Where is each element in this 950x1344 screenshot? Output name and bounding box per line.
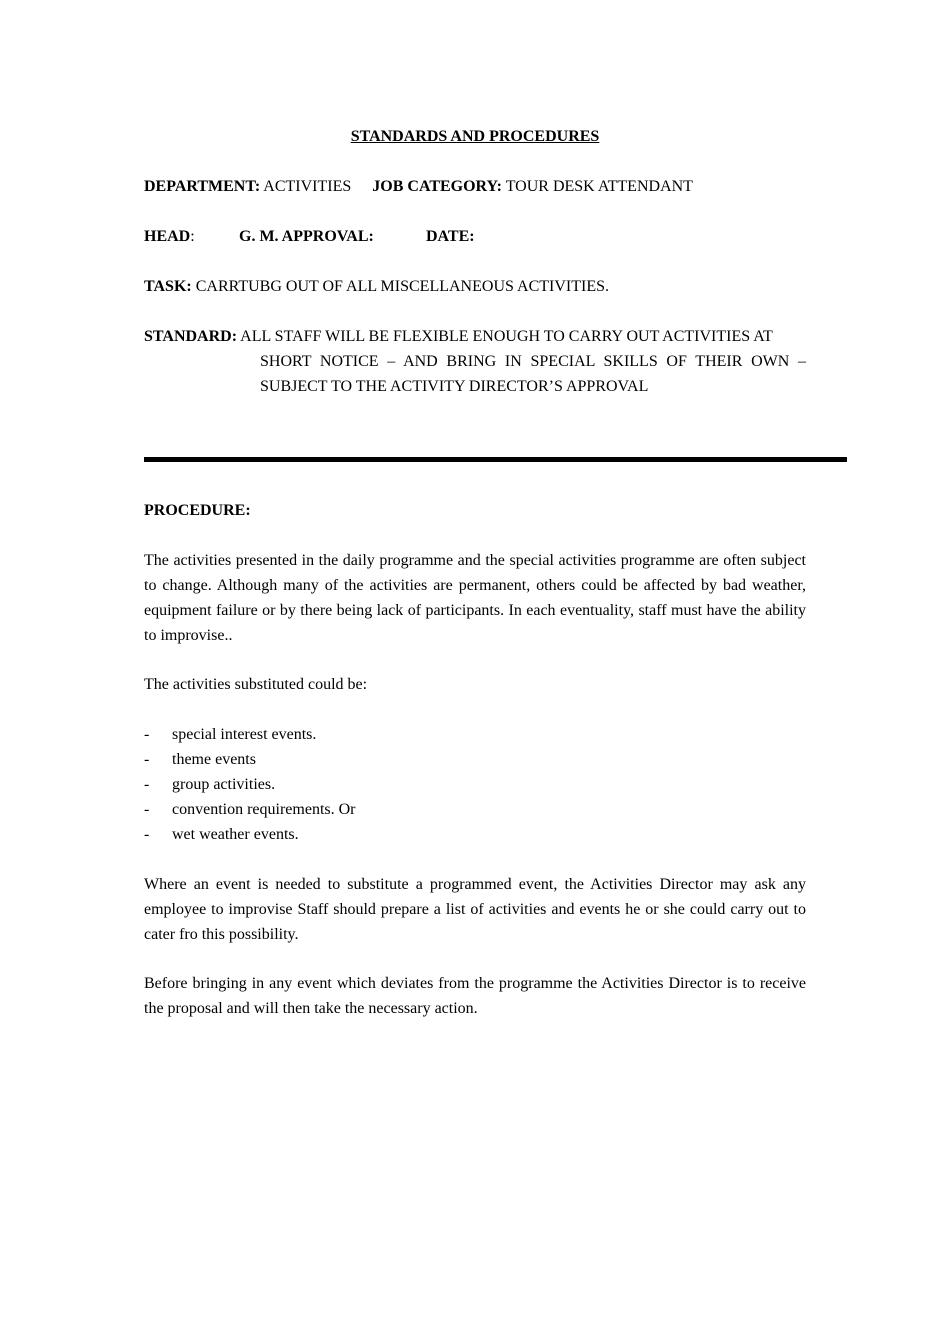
procedure-paragraph-3: Where an event is needed to substitute a programmed event, the Activities Director may ask any employee to improvise Staff should prepare a list of activities and events he or she could carry out to cater fro this possibility. [144,876,806,943]
head-label: HEAD [144,228,191,245]
list-item-text: special interest events. [172,726,317,743]
bullet-dash: - [144,801,150,818]
approval-row [144,224,475,249]
task-label: TASK: [144,278,192,295]
department-row [144,174,693,199]
procedure-paragraph-4: Before bringing in any event which deviates from the programme the Activities Director is to receive the proposal and will then take the necessary action. [144,975,806,1017]
list-item-text: theme events [172,751,256,768]
procedure-paragraph-1: The activities presented in the daily programme and the special activities programme are often subject to change. Although many of the activities are permanent, others could be affected by bad weather, equipment failure or by there being lack of participants. In each eventuality, staff must have the ability to improvise.. [144,552,806,644]
department-value: ACTIVITIES [263,178,352,195]
list-item-text: convention requirements. Or [172,801,356,818]
bullet-dash: - [144,726,150,743]
bullet-dash: - [144,776,150,793]
task-row [144,274,609,299]
standard-first-line [144,324,806,349]
gm-approval-label: G. M. APPROVAL: [239,228,374,245]
date-label: DATE: [426,228,475,245]
standard-block [144,324,806,399]
list-item-text: group activities. [172,776,276,793]
section-divider [144,457,847,462]
page-title: STANDARDS AND PROCEDURES [350,128,600,145]
bullet-dash: - [144,751,150,768]
procedure-paragraph-2: The activities substituted could be: [144,676,368,693]
procedure-heading: PROCEDURE: [144,502,251,519]
standard-label: STANDARD: [144,328,238,345]
job-category-value: TOUR DESK ATTENDANT [505,178,693,195]
job-category-label: JOB CATEGORY: [372,178,502,195]
standard-continuation: SHORT NOTICE – AND BRING IN SPECIAL SKILLS OF THEIR OWN – SUBJECT TO THE ACTIVITY DIRECTOR’S APPROVAL [260,353,806,395]
standard-line1: ALL STAFF WILL BE FLEXIBLE ENOUGH TO CARRY OUT ACTIVITIES AT [240,328,773,345]
bullet-dash: - [144,826,150,843]
list-item-text: wet weather events. [172,826,299,843]
head-colon: : [190,228,195,245]
department-label: DEPARTMENT: [144,178,261,195]
task-value: CARRTUBG OUT OF ALL MISCELLANEOUS ACTIVITIES. [195,278,609,295]
